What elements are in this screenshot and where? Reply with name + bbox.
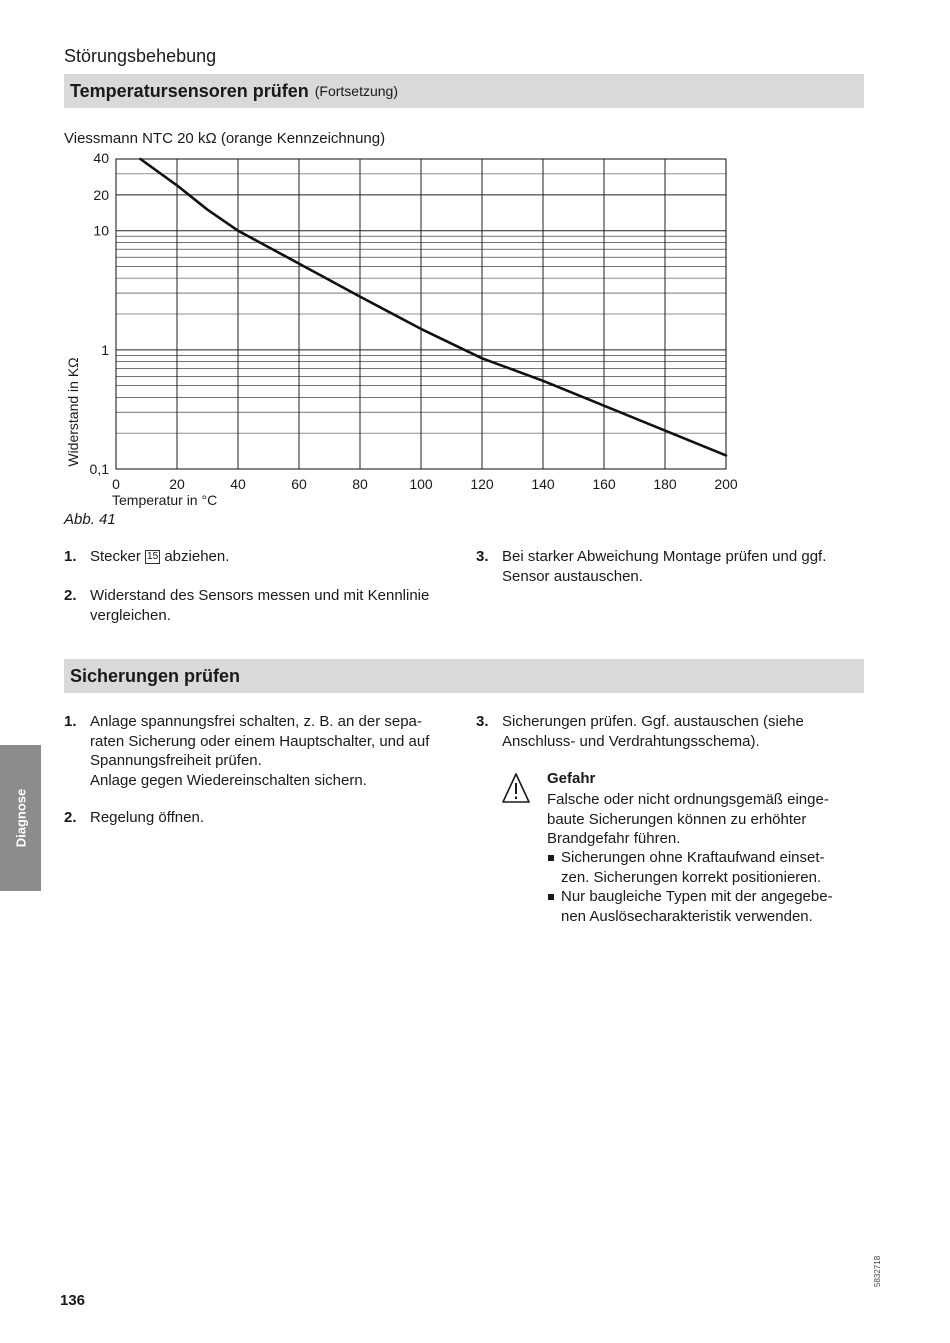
y-tick-label: 40 [93,150,109,166]
warning-line: Brandgefahr führen. [547,830,681,847]
y-tick-label: 10 [93,222,109,239]
y-axis-label: Widerstand in KΩ [65,357,81,467]
step-line: Anlage gegen Wiedereinschalten sichern. [90,771,367,789]
y-tick-label: 0,1 [89,461,109,477]
step-line: Widerstand des Sensors messen und mit Kennlinie [90,587,430,604]
step-number: 1. [64,548,77,565]
warning-triangle-icon [501,772,531,804]
step-text [90,712,429,790]
sensor-step-3 [476,547,866,587]
warning-bullets [547,848,833,926]
figure-label: Abb. 41 [64,511,116,528]
step-text-before: Stecker [90,548,141,565]
x-tick-label: 200 [714,476,738,492]
step-text [90,586,429,625]
step-line: Sicherungen prüfen. Ggf. austauschen (siehe [502,713,804,730]
fuse-step-1 [64,712,464,792]
x-tick-label: 60 [291,476,307,492]
step-text [502,712,804,751]
step-number: 2. [64,809,77,826]
plug-15-icon: 15 [147,551,159,562]
x-tick-label: 140 [531,476,555,492]
x-tick-label: 0 [112,476,120,492]
document-number: 5832718 [873,1255,882,1287]
bullet-line: Sicherungen ohne Kraftaufwand einset- [561,849,825,866]
step-line: Bei starker Abweichung Montage prüfen und ggf. [502,548,827,565]
sensor-step-2 [64,586,464,626]
x-tick-label: 180 [653,476,677,492]
x-tick-label: 160 [592,476,616,492]
warning-title: Gefahr [547,770,596,787]
heading-fuses [64,659,864,693]
resistance-curve [140,159,726,455]
step-number: 3. [476,548,489,565]
heading-title: Temperatursensoren prüfen [70,80,309,101]
x-tick-label: 80 [352,476,368,492]
bullet-square-icon [548,855,554,861]
step-line: Anlage spannungsfrei schalten, z. B. an der sepa- [90,713,422,730]
heading-suffix: (Fortsetzung) [314,83,398,99]
warning-bullet [547,848,833,887]
step-number: 3. [476,713,489,730]
step-text [90,547,229,567]
step-line: Sensor austauschen. [502,567,643,585]
chart-caption: Viessmann NTC 20 kΩ (orange Kennzeichnung) [64,130,386,147]
fuse-step-3 [476,712,866,752]
fuse-step-2 [64,808,364,828]
step-text [502,547,826,586]
section-label: Störungsbehebung [64,46,217,66]
x-tick-label: 120 [470,476,494,492]
heading-title: Sicherungen prüfen [70,665,241,686]
x-tick-label: 40 [230,476,246,492]
y-tick-label: 1 [101,341,109,358]
x-tick-label: 20 [169,476,185,492]
step-text-after: abziehen. [164,548,230,565]
x-tick-label: 100 [409,476,433,492]
warning-body [547,790,829,849]
bullet-square-icon [548,894,554,900]
step-number: 1. [64,713,77,730]
step-line: raten Sicherung oder einem Hauptschalter, und auf [90,732,430,750]
warning-line: Falsche oder nicht ordnungsgemäß einge- [547,791,829,808]
x-axis-label: Temperatur in °C [112,492,218,508]
step-line: vergleichen. [90,606,171,624]
page-number: 136 [60,1292,86,1309]
warning-line: baute Sicherungen können zu erhöhter [547,810,807,828]
bullet-line: zen. Sicherungen korrekt positionieren. [561,868,822,886]
sensor-step-1 [64,547,454,567]
side-tab-diagnose [0,745,41,891]
bullet-line: nen Auslösecharakteristik verwenden. [561,907,813,925]
warning-bullet [547,887,833,926]
side-tab-label: Diagnose [13,788,28,848]
step-number: 2. [64,587,77,604]
y-tick-label: 20 [93,186,109,203]
step-text: Regelung öffnen. [90,809,204,826]
bullet-line: Nur baugleiche Typen mit der angegebe- [561,888,833,905]
step-line: Spannungsfreiheit prüfen. [90,752,262,769]
ntc-chart [0,0,950,530]
step-line: Anschluss- und Verdrahtungsschema). [502,732,760,750]
